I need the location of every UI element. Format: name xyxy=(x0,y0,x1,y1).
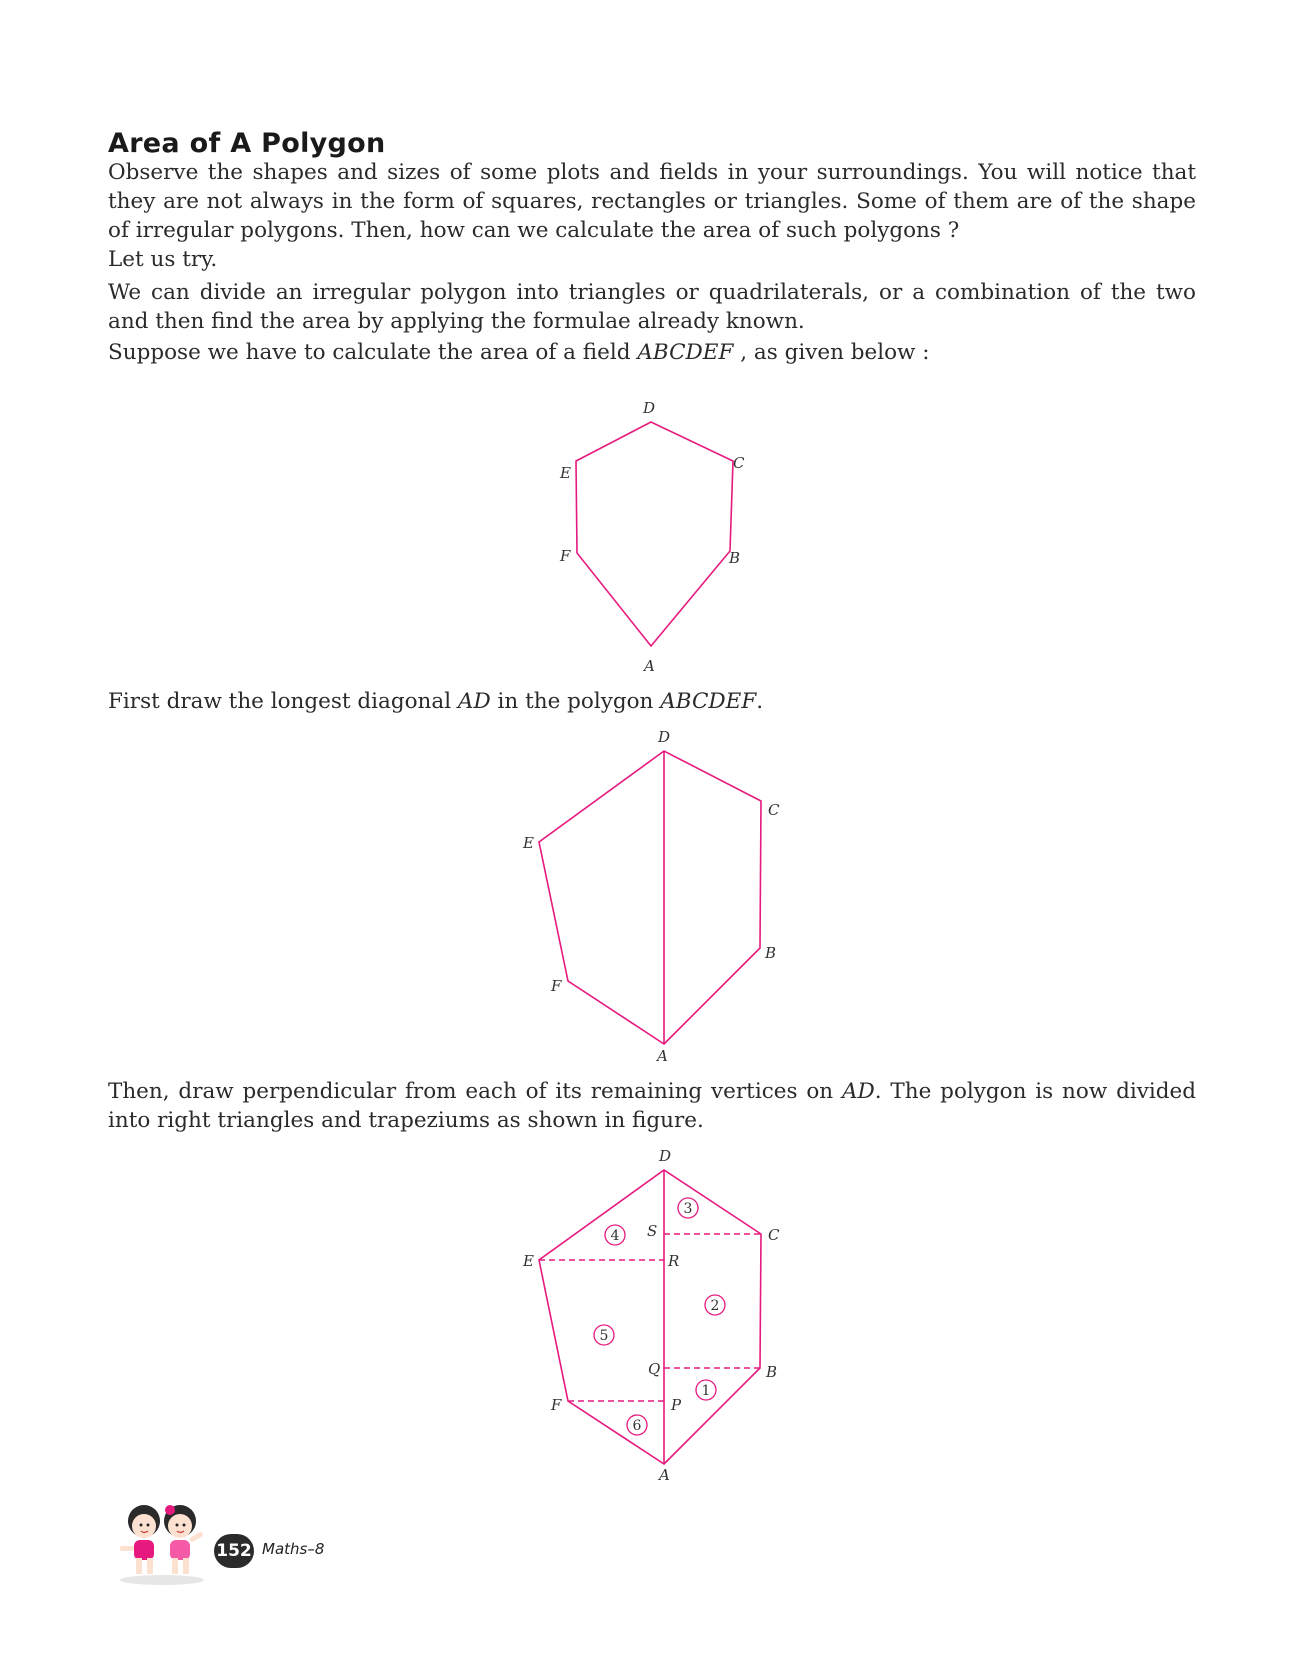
label-p: P xyxy=(671,1396,682,1414)
label-s: S xyxy=(647,1222,658,1240)
label-f: F xyxy=(551,977,562,995)
label-a: A xyxy=(644,657,655,675)
label-d: D xyxy=(643,399,656,417)
svg-text:2: 2 xyxy=(710,1298,720,1314)
method-paragraph: We can divide an irregular polygon into triangles or quadrilaterals, or a combination of the two and then find the area by applying the formulae already known. xyxy=(108,280,1196,334)
book-title: Maths–8 xyxy=(262,1540,325,1558)
section-heading: Area of A Polygon xyxy=(108,128,386,159)
label-d: D xyxy=(658,728,671,746)
label-e: E xyxy=(560,464,571,482)
svg-text:6: 6 xyxy=(632,1418,642,1434)
label-c: C xyxy=(768,801,780,819)
perpendicular-paragraph: Then, draw perpendicular from each of its remaining vertices on AD. The polygon is now divided into right triangles and trapeziums as shown in figure. xyxy=(108,1079,1196,1133)
label-e: E xyxy=(523,1252,534,1270)
page-number: 152 xyxy=(214,1534,254,1568)
label-b: B xyxy=(765,944,777,962)
intro-paragraph: Observe the shapes and sizes of some plots and fields in your surroundings. You will notice that they are not always in the form of squares, rectangles or triangles. Some of them are of the shape of irregular polygons. Then, how can we calculate the area of such polygons ? xyxy=(108,160,1196,243)
svg-text:5: 5 xyxy=(599,1328,609,1344)
label-b: B xyxy=(729,549,741,567)
label-f: F xyxy=(560,547,571,565)
label-a: A xyxy=(657,1047,668,1065)
label-d: D xyxy=(659,1147,672,1165)
label-c: C xyxy=(733,454,745,472)
let-us-try: Let us try. xyxy=(108,247,218,272)
label-c: C xyxy=(768,1226,780,1244)
label-q: Q xyxy=(648,1360,661,1378)
label-e: E xyxy=(523,834,534,852)
svg-text:1: 1 xyxy=(701,1383,711,1399)
label-a: A xyxy=(659,1466,670,1484)
diagonal-paragraph: First draw the longest diagonal AD in the polygon ABCDEF. xyxy=(108,689,764,714)
label-b: B xyxy=(766,1363,778,1381)
svg-text:3: 3 xyxy=(683,1201,693,1217)
suppose-paragraph: Suppose we have to calculate the area of a field ABCDEF , as given below : xyxy=(108,340,930,365)
label-r: R xyxy=(668,1252,680,1270)
svg-text:4: 4 xyxy=(610,1228,620,1244)
label-f: F xyxy=(551,1396,562,1414)
